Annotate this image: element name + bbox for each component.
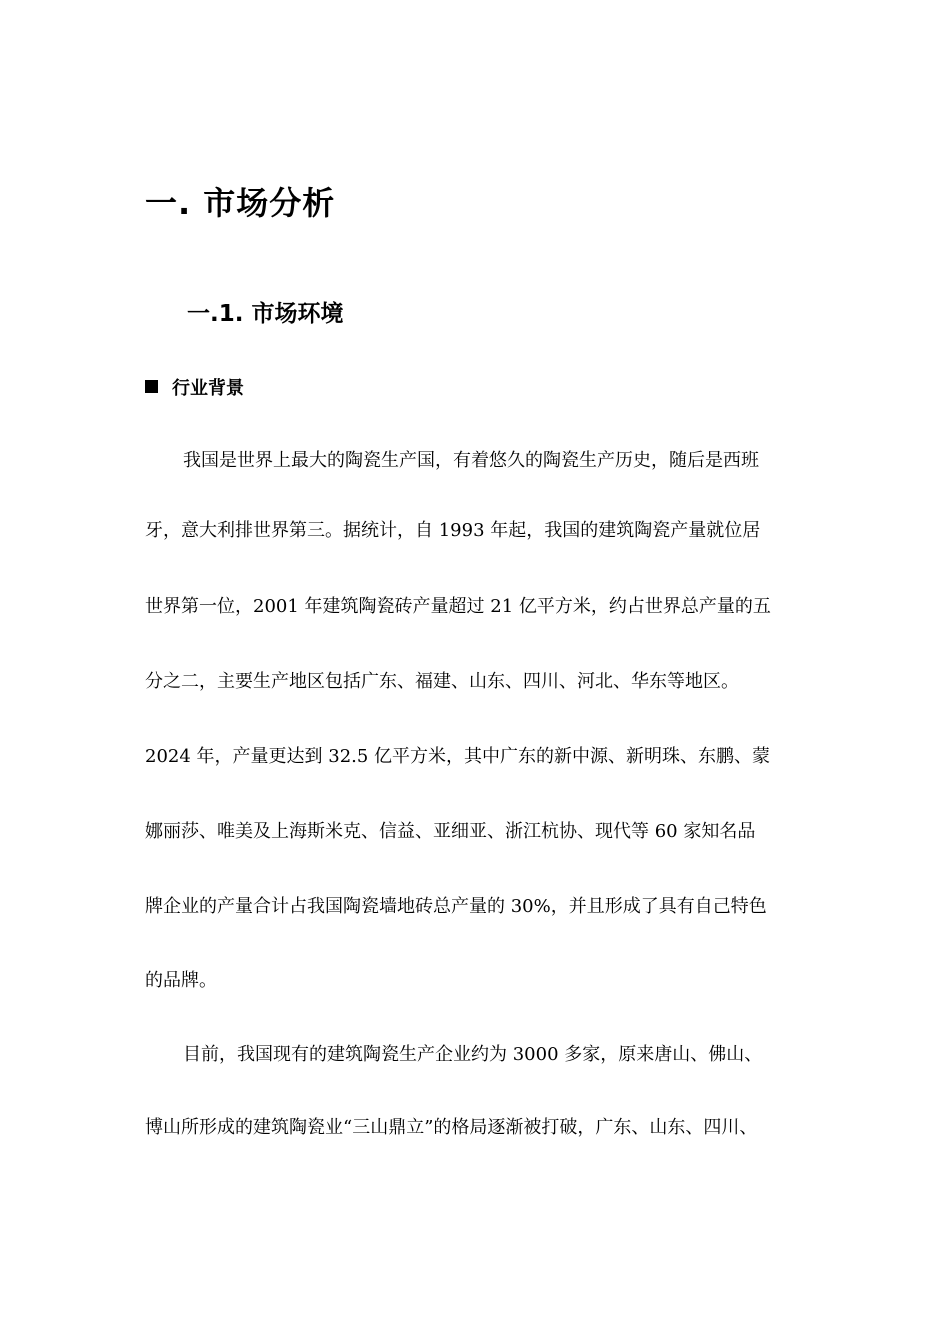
paragraph1-line-8: 的品牌。 (145, 970, 217, 991)
paragraph1-line-2: 牙，意大利排世界第三。据统计，自 1993 年起，我国的建筑陶瓷产量就位居 (145, 520, 761, 541)
heading-market-analysis: 一. 市场分析 (145, 184, 336, 222)
paragraph1-line-1: 我国是世界上最大的陶瓷生产国，有着悠久的陶瓷生产历史，随后是西班 (183, 450, 759, 471)
heading-industry-background-text: 行业背景 (172, 378, 244, 399)
paragraph1-line-6: 娜丽莎、唯美及上海斯米克、信益、亚细亚、浙江杭协、现代等 60 家知名品 (145, 821, 756, 842)
heading-market-environment: 一.1. 市场环境 (187, 301, 344, 327)
paragraph1-line-3: 世界第一位，2001 年建筑陶瓷砖产量超过 21 亿平方米，约占世界总产量的五 (145, 596, 771, 617)
paragraph1-line-7: 牌企业的产量合计占我国陶瓷墙地砖总产量的 30%，并且形成了具有自己特色 (145, 896, 767, 917)
heading-industry-background (145, 374, 244, 400)
paragraph1-line-4: 分之二，主要生产地区包括广东、福建、山东、四川、河北、华东等地区。 (145, 671, 739, 692)
paragraph2-line-2: 博山所形成的建筑陶瓷业“三山鼎立”的格局逐渐被打破，广东、山东、四川、 (145, 1117, 758, 1138)
square-bullet-icon (145, 380, 158, 393)
paragraph2-line-1: 目前，我国现有的建筑陶瓷生产企业约为 3000 多家，原来唐山、佛山、 (183, 1044, 763, 1065)
paragraph1-line-5: 2024 年，产量更达到 32.5 亿平方米，其中广东的新中源、新明珠、东鹏、蒙 (145, 746, 771, 767)
